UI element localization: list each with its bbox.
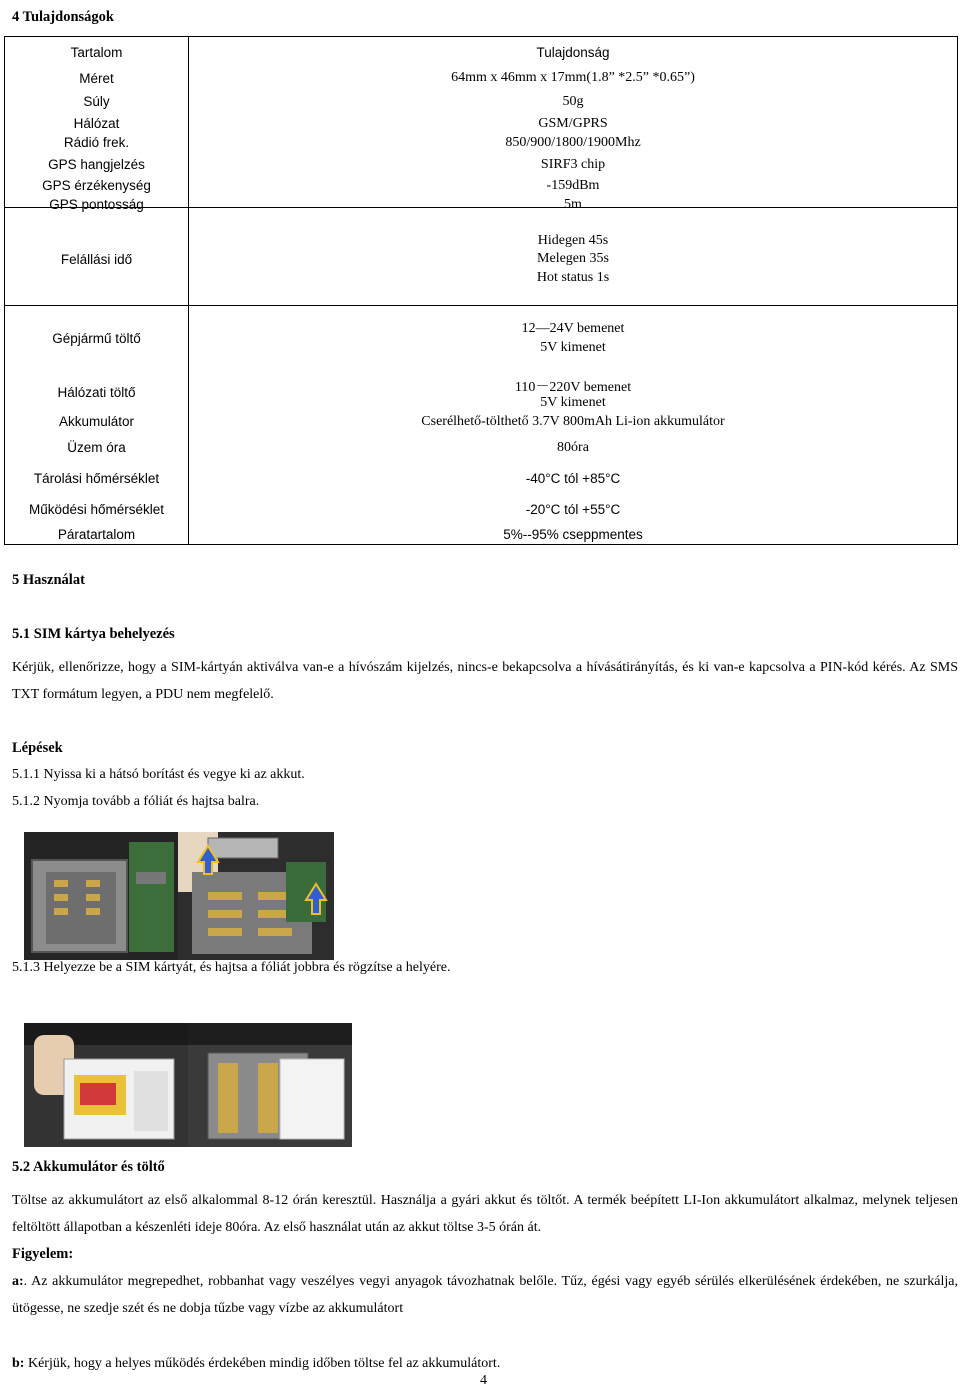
spec-value-humidity: 5%--95% cseppmentes	[503, 527, 643, 542]
spec-label-operating-hours: Üzem óra	[67, 440, 126, 455]
note-a-text: . Az akkumulátor megrepedhet, robbanhat vagy veszélyes vegyi anyagok távozhatnak belőle. Tűz, égési vagy egyéb sérülés elkerülésének érdekében, ne szurkálja, ütögesse, ne szedje szét és ne dobja tűzbe vagy vízbe az akkumulátort	[12, 1274, 958, 1316]
spec-label-size: Méret	[79, 71, 114, 86]
sim-holder-closed-illustration	[24, 832, 178, 960]
spec-label-car-charger: Gépjármű töltő	[52, 331, 141, 346]
steps-title: Lépések	[12, 740, 63, 756]
battery-charging-paragraph: Töltse az akkumulátort az első alkalommal 8-12 órán keresztül. Használja a gyári akkut és töltőt. A termék beépített LI-Ion akkumulátort alkalmaz, melynek teljesen feltöltött állapotban a készenléti ideje 80óra. Az első használat után az akkut töltse 3-5 órán át.	[12, 1193, 958, 1235]
sim-card-insert-illustration	[24, 1023, 188, 1147]
spec-label-operating-temp: Működési hőmérséklet	[28, 502, 165, 517]
step-5-1-3: 5.1.3 Helyezze be a SIM kártyát, és hajtsa a fóliát jobbra és rögzítse a helyére.	[12, 960, 451, 975]
spec-value-wall-charger-input: 110－220V bemenet	[514, 380, 632, 395]
table-header-right: Tulajdonság	[536, 45, 610, 60]
spec-label-startup-time: Felállási idő	[60, 252, 133, 267]
spec-value-weight: 50g	[562, 94, 584, 109]
page-number: 4	[480, 1373, 487, 1388]
step-5-1-2: 5.1.2 Nyomja tovább a fóliát és hajtsa balra.	[12, 794, 260, 809]
sim-holder-photo-1	[24, 832, 178, 960]
spec-value-operating-temp: -20°C tól +55°C	[525, 502, 621, 517]
spec-value-car-charger-output: 5V kimenet	[540, 340, 606, 355]
section-5-1-title: 5.1 SIM kártya behelyezés	[12, 626, 175, 642]
spec-label-network: Hálózat	[73, 116, 120, 131]
note-a-label: a:	[12, 1274, 24, 1289]
note-b-text: Kérjük, hogy a helyes működés érdekében mindig időben töltse fel az akkumulátort.	[24, 1356, 501, 1371]
sim-insert-photo-2	[188, 1023, 352, 1147]
spec-value-startup-time-warm: Melegen 35s	[537, 251, 609, 266]
sim-holder-photo-2	[178, 832, 334, 960]
spec-value-gps-chip: SIRF3 chip	[540, 157, 606, 172]
sim-insert-photo-1	[24, 1023, 188, 1147]
attention-title: Figyelem:	[12, 1246, 74, 1262]
spec-value-startup-time-cold: Hidegen 45s	[537, 233, 609, 248]
spec-label-battery: Akkumulátor	[58, 414, 135, 429]
table-row-divider	[5, 305, 957, 306]
spec-value-gps-sensitivity: -159dBm	[546, 178, 600, 193]
spec-label-humidity: Páratartalom	[57, 527, 136, 542]
spec-value-network: GSM/GPRS	[538, 116, 608, 131]
spec-value-battery: Cserélhető-tölthető 3.7V 800mAh Li-ion akkumulátor	[421, 414, 725, 429]
spec-label-gps-sensitivity: GPS érzékenység	[42, 178, 151, 193]
section-5-title: 5 Használat	[12, 572, 85, 588]
spec-label-storage-temp: Tárolási hőmérséklet	[33, 471, 160, 486]
spec-label-weight: Súly	[83, 94, 110, 109]
spec-table	[4, 36, 958, 545]
sim-card-inserted-illustration	[188, 1023, 352, 1147]
spec-value-car-charger-input: 12—24V bemenet	[521, 321, 625, 336]
spec-value-size: 64mm x 46mm x 17mm(1.8” *2.5” *0.65”)	[451, 70, 695, 85]
spec-value-radio-freq: 850/900/1800/1900Mhz	[505, 135, 641, 150]
sim-instructions-paragraph: Kérjük, ellenőrizze, hogy a SIM-kártyán aktiválva van-e a hívószám kijelzés, nincs-e bekapcsolva a hívásátirányítás, és ki van-e kapcsolva a PIN-kód kérés. Az SMS TXT formátum legyen, a PDU nem megfelelő.	[12, 660, 958, 702]
sim-holder-open-illustration	[178, 832, 334, 960]
note-a-paragraph	[12, 1268, 958, 1322]
section-5-2-title: 5.2 Akkumulátor és töltő	[12, 1159, 165, 1175]
spec-label-wall-charger: Hálózati töltő	[57, 385, 136, 400]
spec-value-operating-hours: 80óra	[557, 440, 589, 455]
spec-value-startup-time-hot: Hot status 1s	[536, 270, 610, 285]
section-4-title: 4 Tulajdonságok	[12, 9, 114, 25]
spec-label-radio-freq: Rádió frek.	[63, 135, 130, 150]
table-column-divider	[188, 37, 189, 544]
spec-label-gps-chip: GPS hangjelzés	[48, 157, 145, 172]
note-b-label: b:	[12, 1356, 25, 1371]
step-5-1-1: 5.1.1 Nyissa ki a hátsó borítást és vegye ki az akkut.	[12, 767, 305, 782]
spec-value-storage-temp: -40°C tól +85°C	[525, 471, 621, 486]
spec-label-gps-accuracy: GPS pontosság	[49, 197, 144, 212]
table-header-left: Tartalom	[70, 45, 123, 60]
spec-value-wall-charger-output: 5V kimenet	[540, 395, 606, 410]
spec-value-gps-accuracy: 5m	[564, 197, 582, 212]
